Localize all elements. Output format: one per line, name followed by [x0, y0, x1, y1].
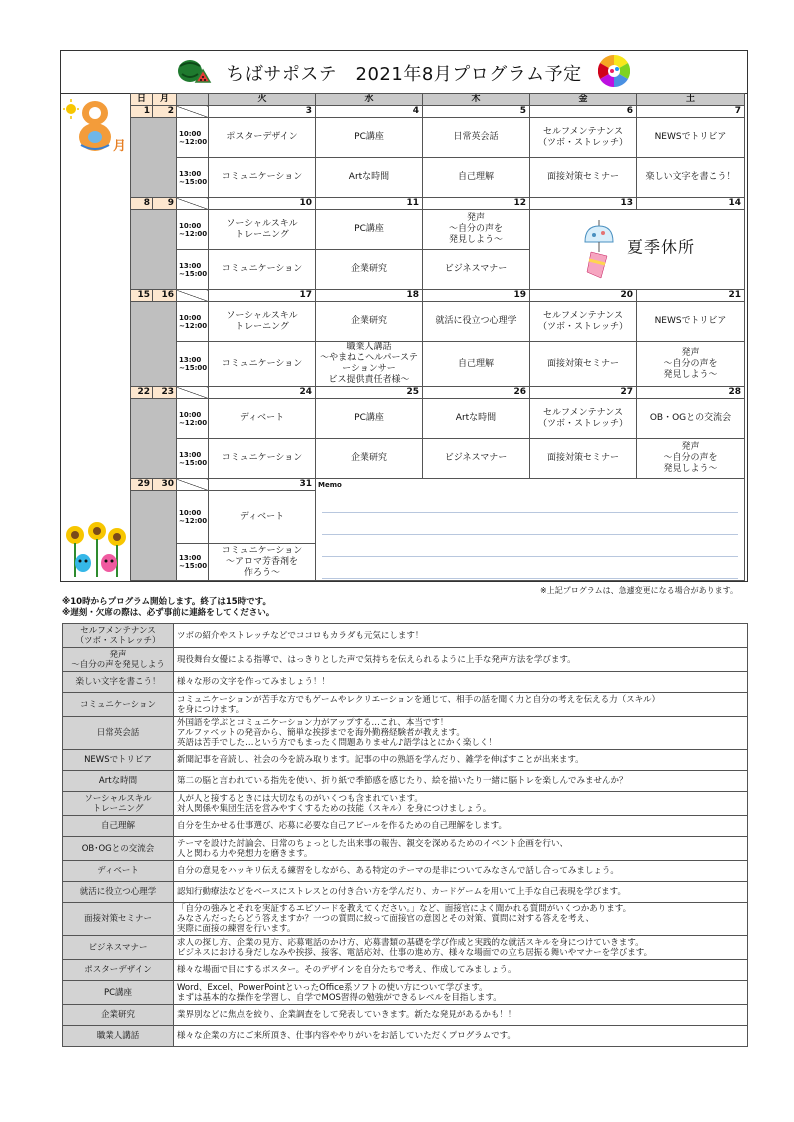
calendar-header-row [131, 94, 745, 106]
program-description: テーマを設けた討論会、日常のちょっとした出来事の報告、親交を深めるためのイベント企画を行い、 人と関わる力や発想力を磨きます。 [174, 837, 748, 861]
program-name: 楽しい文字を書こう！ [63, 672, 174, 693]
description-row [63, 837, 748, 861]
header-fri: 金 [530, 94, 637, 106]
holiday-label: 夏季休所 [626, 237, 695, 256]
program-cell: 自己理解 [423, 158, 530, 198]
sunday-date: 8 [131, 198, 153, 210]
date-slash [177, 479, 209, 491]
weekend-blank [131, 491, 177, 581]
month-label: 月 [113, 139, 127, 154]
date-slash [177, 106, 209, 118]
program-cell: NEWSでトリビア [637, 302, 745, 342]
program-cell: コミュニケーション ～アロマ芳香剤を 作ろう～ [209, 544, 316, 581]
weekend-blank [131, 302, 177, 387]
time-label: 10:00 ~12:00 [177, 210, 209, 250]
date-cell: 21 [637, 290, 745, 302]
title-row [61, 51, 747, 94]
header-sun: 日 [131, 94, 153, 106]
program-cell: 日常英会話 [423, 118, 530, 158]
note-line: ※10時からプログラム開始します。終了は15時です。 [62, 597, 271, 607]
date-cell: 19 [423, 290, 530, 302]
program-description: コミュニケーションが苦手な方でもゲームやレクリエーションを通じて、相手の話を聞く力と自分の考えを伝える力（スキル） を身につけます。 [174, 693, 748, 717]
change-notice: ※上記プログラムは、急遽変更になる場合があります。 [540, 586, 738, 595]
monday-date: 16 [153, 290, 177, 302]
program-row-am [131, 302, 745, 342]
week-date-row [131, 106, 745, 118]
program-name: NEWSでトリビア [63, 750, 174, 771]
program-cell: ビジネスマナー [423, 439, 530, 479]
program-name: 面接対策セミナー [63, 903, 174, 936]
attendance-notes [62, 597, 274, 619]
description-row [63, 882, 748, 903]
program-name: 職業人講話 [63, 1026, 174, 1047]
description-row [63, 693, 748, 717]
program-cell: セルフメンテナンス （ツボ・ストレッチ） [530, 399, 637, 439]
program-description: 第二の脳と言われている指先を使い、折り紙で季節感を感じたり、絵を描いたり一緒に脳トレを楽しんでみませんか？ [174, 771, 748, 792]
date-cell: 28 [637, 387, 745, 399]
monday-date: 9 [153, 198, 177, 210]
program-cell: コミュニケーション [209, 342, 316, 387]
memo-label: Memo [316, 479, 745, 581]
program-row-pm [131, 342, 745, 387]
header-mon: 月 [153, 94, 177, 106]
week-date-row [131, 290, 745, 302]
program-cell: PC講座 [316, 118, 423, 158]
program-cell: 楽しい文字を書こう！ [637, 158, 745, 198]
sunday-date: 29 [131, 479, 153, 491]
date-cell: 12 [423, 198, 530, 210]
date-cell: 7 [637, 106, 745, 118]
date-cell: 4 [316, 106, 423, 118]
program-cell: NEWSでトリビア [637, 118, 745, 158]
program-description: ツボの紹介やストレッチなどでココロもカラダも元気にします！ [174, 624, 748, 648]
program-name: 自己理解 [63, 816, 174, 837]
sunday-date: 15 [131, 290, 153, 302]
header-blank [177, 94, 209, 106]
memo-line [322, 491, 738, 513]
program-name: 就活に役立つ心理学 [63, 882, 174, 903]
description-row [63, 771, 748, 792]
program-name: OB･OGとの交流会 [63, 837, 174, 861]
program-description: 認知行動療法などをベースにストレスとの付き合い方を学んだり、カードゲームを用いて上手な自己表現を学びます。 [174, 882, 748, 903]
program-name: Artな時間 [63, 771, 174, 792]
program-row-am [131, 210, 745, 250]
program-cell: コミュニケーション [209, 439, 316, 479]
program-cell: 企業研究 [316, 302, 423, 342]
program-description: 外国語を学ぶとコミュニケーション力がアップする…これ、本当です！ アルファベットの発音から、簡単な挨拶までを海外勤務経験者が教えます。 英語は苦手でした…という方でもまったく問題ありません♪語学はとにかく楽しく！ [174, 717, 748, 750]
program-description: 業界別などに焦点を絞り、企業調査をして発表していきます。新たな発見があるかも！！ [174, 1005, 748, 1026]
program-name: 企業研究 [63, 1005, 174, 1026]
program-description: Word、Excel、PowerPointといったOffice系ソフトの使い方について学びます。 まずは基本的な操作を学習し、自学でMOS習得の勉強ができるレベルを目指します。 [174, 981, 748, 1005]
sunflower-characters-icon [63, 521, 129, 579]
program-description-table [62, 623, 748, 1047]
time-label: 10:00 ~12:00 [177, 491, 209, 544]
date-cell: 13 [530, 198, 637, 210]
date-cell: 3 [209, 106, 316, 118]
program-cell: 発声 ～自分の声を 発見しよう～ [423, 210, 530, 250]
week-date-row [131, 479, 745, 491]
description-row [63, 672, 748, 693]
program-cell: 面接対策セミナー [530, 158, 637, 198]
description-row [63, 981, 748, 1005]
date-cell: 24 [209, 387, 316, 399]
date-cell: 26 [423, 387, 530, 399]
date-cell: 11 [316, 198, 423, 210]
program-name: ビジネスマナー [63, 936, 174, 960]
date-cell: 6 [530, 106, 637, 118]
date-cell: 5 [423, 106, 530, 118]
time-label: 13:00 ~15:00 [177, 250, 209, 290]
week-date-row [131, 198, 745, 210]
description-row [63, 816, 748, 837]
program-cell: ディベート [209, 399, 316, 439]
program-cell: ビジネスマナー [423, 250, 530, 290]
date-cell: 31 [209, 479, 316, 491]
time-label: 10:00 ~12:00 [177, 302, 209, 342]
header-thu: 木 [423, 94, 530, 106]
description-row [63, 624, 748, 648]
program-cell: コミュニケーション [209, 158, 316, 198]
program-cell: ポスターデザイン [209, 118, 316, 158]
monday-date: 30 [153, 479, 177, 491]
weekend-blank [131, 118, 177, 198]
program-cell: PC講座 [316, 210, 423, 250]
description-row [63, 861, 748, 882]
date-cell: 10 [209, 198, 316, 210]
program-description: 現役舞台女優による指導で、はっきりとした声で気持ちを伝えられるように上手な発声方法を学びます。 [174, 648, 748, 672]
date-slash [177, 290, 209, 302]
date-cell: 14 [637, 198, 745, 210]
program-name: 日常英会話 [63, 717, 174, 750]
program-cell: 企業研究 [316, 439, 423, 479]
description-row [63, 717, 748, 750]
description-row [63, 792, 748, 816]
program-name: ソーシャルスキル トレーニング [63, 792, 174, 816]
date-slash [177, 198, 209, 210]
program-cell: ディベート [209, 491, 316, 544]
fan-icon [598, 55, 630, 87]
program-description: 求人の探し方、企業の見方、応募電話のかけ方、応募書類の基礎を学び作成と実践的な就活スキルを身につけていきます。 ビジネスにおける身だしなみや挨拶、接客、電話応対、仕事の進め方、様々な場面での立ち居振る舞いやマナーを学びます。 [174, 936, 748, 960]
program-cell: Artな時間 [423, 399, 530, 439]
date-cell: 18 [316, 290, 423, 302]
date-slash [177, 387, 209, 399]
program-description: 新聞記事を音読し、社会の今を読み取ります。記事の中の熟語を学んだり、雑学を伸ばすことが出来ます。 [174, 750, 748, 771]
program-cell: ソーシャルスキル トレーニング [209, 210, 316, 250]
sunday-date: 22 [131, 387, 153, 399]
date-cell: 20 [530, 290, 637, 302]
date-cell: 27 [530, 387, 637, 399]
monday-date: 23 [153, 387, 177, 399]
program-cell: 職業人講話 ～やまねこヘルパーステーションサー ビス提供責任者様～ [316, 342, 423, 387]
program-cell: 発声 ～自分の声を 発見しよう～ [637, 342, 745, 387]
date-cell: 17 [209, 290, 316, 302]
time-label: 13:00 ~15:00 [177, 158, 209, 198]
program-description: 様々な形の文字を作ってみましょう！！ [174, 672, 748, 693]
wind-chime-icon [579, 220, 619, 280]
weekend-blank [131, 210, 177, 290]
program-cell: PC講座 [316, 399, 423, 439]
program-cell: OB・OGとの交流会 [637, 399, 745, 439]
program-description: 「自分の強みとそれを実証するエピソードを教えてください。」など、面接官によく聞かれる質問がいくつかあります。 みなさんだったらどう答えますか？一つの質問に絞って面接官の意図とその対策、質問に対する答えを考え、 実際に面接の練習を行います。 [174, 903, 748, 936]
time-label: 10:00 ~12:00 [177, 399, 209, 439]
time-label: 13:00 ~15:00 [177, 342, 209, 387]
header-wed: 水 [316, 94, 423, 106]
program-name: PC講座 [63, 981, 174, 1005]
description-row [63, 750, 748, 771]
program-cell: 面接対策セミナー [530, 342, 637, 387]
program-row-am [131, 399, 745, 439]
description-row [63, 903, 748, 936]
program-name: ポスターデザイン [63, 960, 174, 981]
time-label: 10:00 ~12:00 [177, 118, 209, 158]
description-row [63, 960, 748, 981]
program-cell: 企業研究 [316, 250, 423, 290]
week-date-row [131, 387, 745, 399]
calendar-frame [60, 50, 748, 582]
memo-line [322, 557, 738, 579]
program-row-pm [131, 158, 745, 198]
program-cell: 就活に役立つ心理学 [423, 302, 530, 342]
sunday-date: 1 [131, 106, 153, 118]
holiday-cell [530, 210, 745, 290]
page-title: ちばサポステ 2021年8月プログラム予定 [226, 64, 582, 85]
memo-line [322, 513, 738, 535]
program-name: 発声 ～自分の声を発見しよう [63, 648, 174, 672]
time-label: 13:00 ~15:00 [177, 544, 209, 581]
memo-line [322, 535, 738, 557]
program-cell: 自己理解 [423, 342, 530, 387]
weekend-blank [131, 399, 177, 479]
monday-date: 2 [153, 106, 177, 118]
program-cell: セルフメンテナンス （ツボ・ストレッチ） [530, 302, 637, 342]
program-row-pm [131, 439, 745, 479]
program-name: セルフメンテナンス （ツボ・ストレッチ） [63, 624, 174, 648]
calendar-table [130, 93, 745, 581]
program-description: 自分を生かせる仕事選び、応募に必要な自己アピールを作るための自己理解をします。 [174, 816, 748, 837]
program-description: 人が人と接するときには大切なものがいくつも含まれています。 対人関係や集団生活を営みやすくするための技能（スキル）を身につけましょう。 [174, 792, 748, 816]
program-name: ディベート [63, 861, 174, 882]
description-row [63, 648, 748, 672]
program-cell: 発声 ～自分の声を 発見しよう～ [637, 439, 745, 479]
program-description: 様々な場面で目にするポスター。そのデザインを自分たちで考え、作成してみましょう。 [174, 960, 748, 981]
description-row [63, 936, 748, 960]
program-description: 自分の意見をハッキリ伝える練習をしながら、ある特定のテーマの是非についてみなさんで話し合ってみましょう。 [174, 861, 748, 882]
description-row [63, 1026, 748, 1047]
date-cell: 25 [316, 387, 423, 399]
time-label: 13:00 ~15:00 [177, 439, 209, 479]
program-cell: コミュニケーション [209, 250, 316, 290]
program-description: 様々な企業の方にご来所頂き、仕事内容ややりがいをお話していただくプログラムです。 [174, 1026, 748, 1047]
header-sat: 土 [637, 94, 745, 106]
program-cell: Artな時間 [316, 158, 423, 198]
program-cell: ソーシャルスキル トレーニング [209, 302, 316, 342]
description-row [63, 1005, 748, 1026]
program-name: コミュニケーション [63, 693, 174, 717]
program-cell: 面接対策セミナー [530, 439, 637, 479]
program-row-am [131, 118, 745, 158]
note-line: ※遅刻・欠席の際は、必ず事前に連絡をしてください。 [62, 608, 275, 618]
header-tue: 火 [209, 94, 316, 106]
program-cell: セルフメンテナンス （ツボ・ストレッチ） [530, 118, 637, 158]
